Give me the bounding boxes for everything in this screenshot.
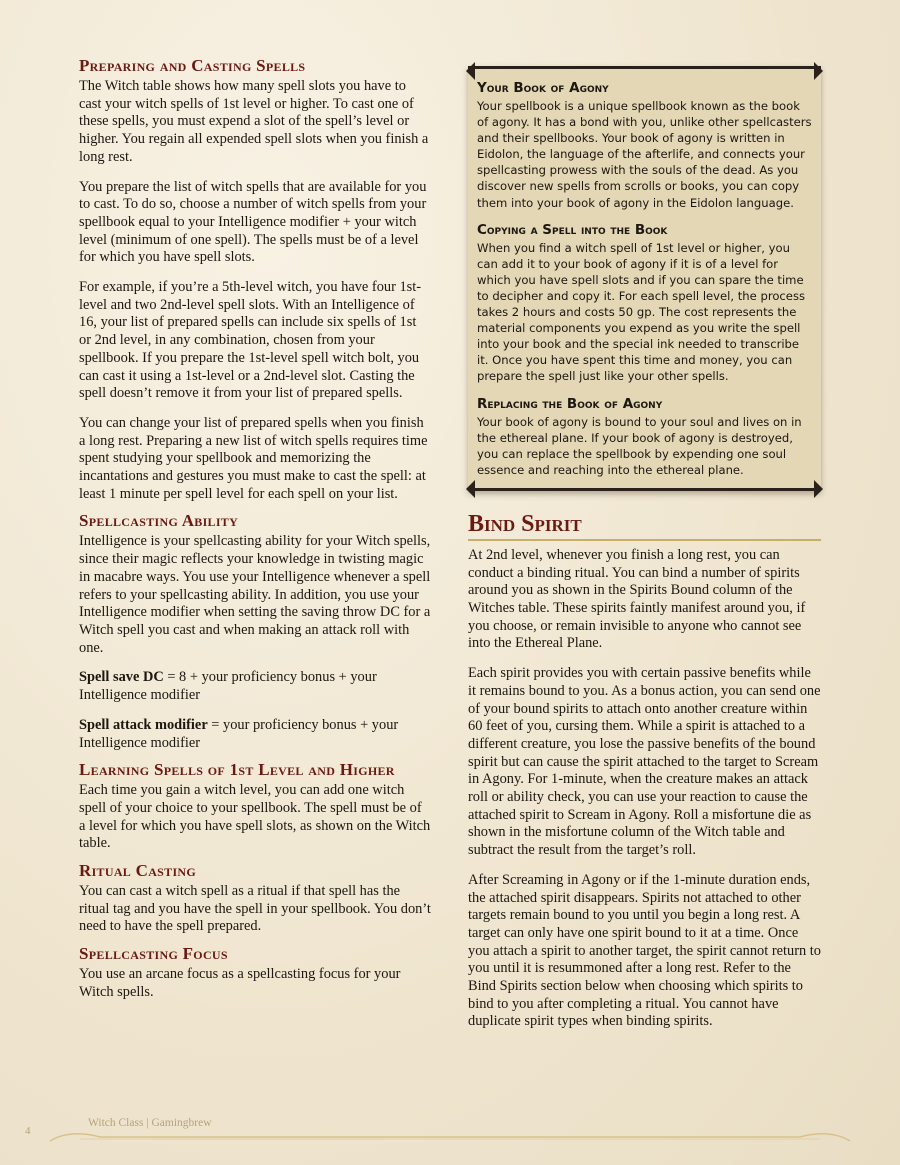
preparing-heading: Preparing and Casting Spells bbox=[79, 56, 306, 75]
footer-text: Witch Class | Gamingbrew bbox=[88, 1117, 212, 1129]
ritual-section bbox=[79, 861, 431, 936]
preparing-paragraph-4: You can change your list of prepared spells when you finish a long rest. Preparing a new list of witch spells requires time spent studying your spellbook and memorizing the incantations and gestures you must make to cast the spell: at least 1 minute per spell level for each spell on your list. bbox=[79, 414, 428, 502]
sidebar-copying-heading: Copying a Spell into the Book bbox=[477, 221, 668, 238]
bind-paragraph-3: After Screaming in Agony or if the 1-minute duration ends, the attached spirit disappears. Spirits not attached to other targets remain bound to you until you begin a long rest. A target can only have one spirit bound to it at a time. Once you attach a spirit to another target, the spirit cannot return to you until it is resummoned after a long rest. Refer to the Bind Spirits section below when choosing which spirits to bind to you after completing a ritual. You cannot have duplicate spirit types when binding spirits. bbox=[468, 871, 821, 1030]
spell-save-dc bbox=[79, 669, 431, 704]
ritual-paragraph: You can cast a witch spell as a ritual if that spell has the ritual tag and you have the spell in your spellbook. You don’t need to have the spell prepared. bbox=[79, 883, 431, 935]
book-of-agony-sidebar bbox=[468, 66, 821, 491]
learning-paragraph: Each time you gain a witch level, you can add one witch spell of your choice to your spellbook. The spell must be of a level for which you have spell slots, as shown on the Witch table. bbox=[79, 782, 431, 852]
learning-heading: Learning Spells of 1st Level and Higher bbox=[79, 760, 395, 780]
learning-section bbox=[79, 760, 431, 853]
preparing-paragraph-2: You prepare the list of witch spells that are available for you to cast. To do so, choose a number of witch spells from your spellbook equal to your Intelligence modifier + your witch level (minimum of one spell). The spells must be of a level for which you have spell slots. bbox=[79, 178, 427, 266]
focus-paragraph: You use an arcane focus as a spellcasting focus for your Witch spells. bbox=[79, 966, 401, 1000]
bind-spirit-heading: Bind Spirit bbox=[468, 511, 821, 541]
bind-paragraph-1: At 2nd level, whenever you finish a long rest, you can conduct a binding ritual. You can bind a number of spirits around you as shown in the Spirits Bound column of the Witches table. These spirits faintly manifest around you, if you choose, or remain invisible to anyone who cannot see into the Ethereal Plane. bbox=[468, 546, 806, 652]
spell-save-dc-label: Spell save DC bbox=[79, 669, 164, 686]
sidebar-replacing-heading: Replacing the Book of Agony bbox=[477, 395, 663, 412]
spellcasting-ability-section bbox=[79, 511, 431, 752]
sidebar-copying-paragraph: When you find a witch spell of 1st level or higher, you can add it to your book of agony if it is of a level for which you have spell slots and if you can spare the time to decipher and copy it. For each spell level, the process takes 2 hours and costs 50 gp. The cost represents the material components you expend as you write the spell into your book and the special ink needed to transcribe it. Once you have spent this time and money, you can prepare the spell just like your other spells. bbox=[477, 240, 806, 384]
bind-paragraph-2: Each spirit provides you with certain passive benefits while it remains bound to you. As a bonus action, you can send one of your bound spirits to attach onto another creature within 60 feet of you, cursing them. While a spirit is attached to a different creature, you lose the passive benefits of the bound spirit but can cause the spirit attached to the target to Scream in Agony. For 1-minute, when the creature makes an attack roll or ability check, you can use your reaction to cause the attached spirit to Scream in Agony. Roll a misfortune die as shown in the misfortune column of the Witch table and subtract the result from the target’s roll. bbox=[468, 665, 821, 859]
preparing-paragraph-1: The Witch table shows how many spell slots you have to cast your witch spells of 1st level or higher. To cast one of these spells, you must expend a slot of the spell’s level or higher. You regain all expended spell slots when you finish a long rest. bbox=[79, 78, 429, 165]
ritual-heading: Ritual Casting bbox=[79, 861, 197, 881]
sidebar-cap-right bbox=[814, 480, 823, 498]
focus-heading: Spellcasting Focus bbox=[79, 944, 228, 964]
sidebar-cap-left bbox=[466, 480, 475, 498]
page-number: 4 bbox=[25, 1125, 31, 1137]
left-column bbox=[79, 56, 431, 1002]
sidebar-replacing-paragraph: Your book of agony is bound to your soul and lives on in the ethereal plane. If your book of agony is destroyed, you can replace the spellbook by expending one soul essence and reaching into the ethereal plane. bbox=[477, 414, 802, 477]
ability-heading: Spellcasting Ability bbox=[79, 511, 239, 531]
preparing-paragraph-3: For example, if you’re a 5th-level witch, you have four 1st-level and two 2nd-level spell slots. With an Intelligence of 16, your list of prepared spells can include six spells of 1st or 2nd level, in any combination, chosen from your spellbook. If you prepare the 1st-level spell witch bolt, you can cast it using a 1st-level or a 2nd-level slot. Casting the spell doesn’t remove it from your list of prepared spells. bbox=[79, 279, 422, 402]
spell-attack-label: Spell attack modifier bbox=[79, 716, 208, 733]
spell-attack-modifier bbox=[79, 717, 431, 752]
ability-paragraph: Intelligence is your spellcasting ability for your Witch spells, since their magic reflects your knowledge in twisting magic in macabre ways. You use your Intelligence whenever a spell refers to your spellcasting ability. In addition, you use your Intelligence modifier when setting the saving throw DC for a Witch spell you cast and when making an attack roll with one. bbox=[79, 533, 431, 656]
sidebar-book-paragraph: Your spellbook is a unique spellbook known as the book of agony. It has a bond with you, unlike other spellcasters and their spellbooks. Your book of agony is written in Eidolon, the language of the afterlife, and connects your spellcasting prowess with the souls of the dead. As you discover new spells from scrolls or books, you can copy them into your book of agony in the Eidolon language. bbox=[477, 99, 812, 210]
focus-section bbox=[79, 944, 431, 1001]
right-column bbox=[468, 66, 821, 1031]
spell-attack-formula: = your proficiency bonus + your Intelligence modifier bbox=[79, 716, 399, 751]
footer-ornament bbox=[40, 1127, 860, 1145]
sidebar-book-heading: Your Book of Agony bbox=[477, 80, 609, 96]
spell-save-dc-formula: = 8 + your proficiency bonus + your Intelligence modifier bbox=[79, 669, 377, 704]
